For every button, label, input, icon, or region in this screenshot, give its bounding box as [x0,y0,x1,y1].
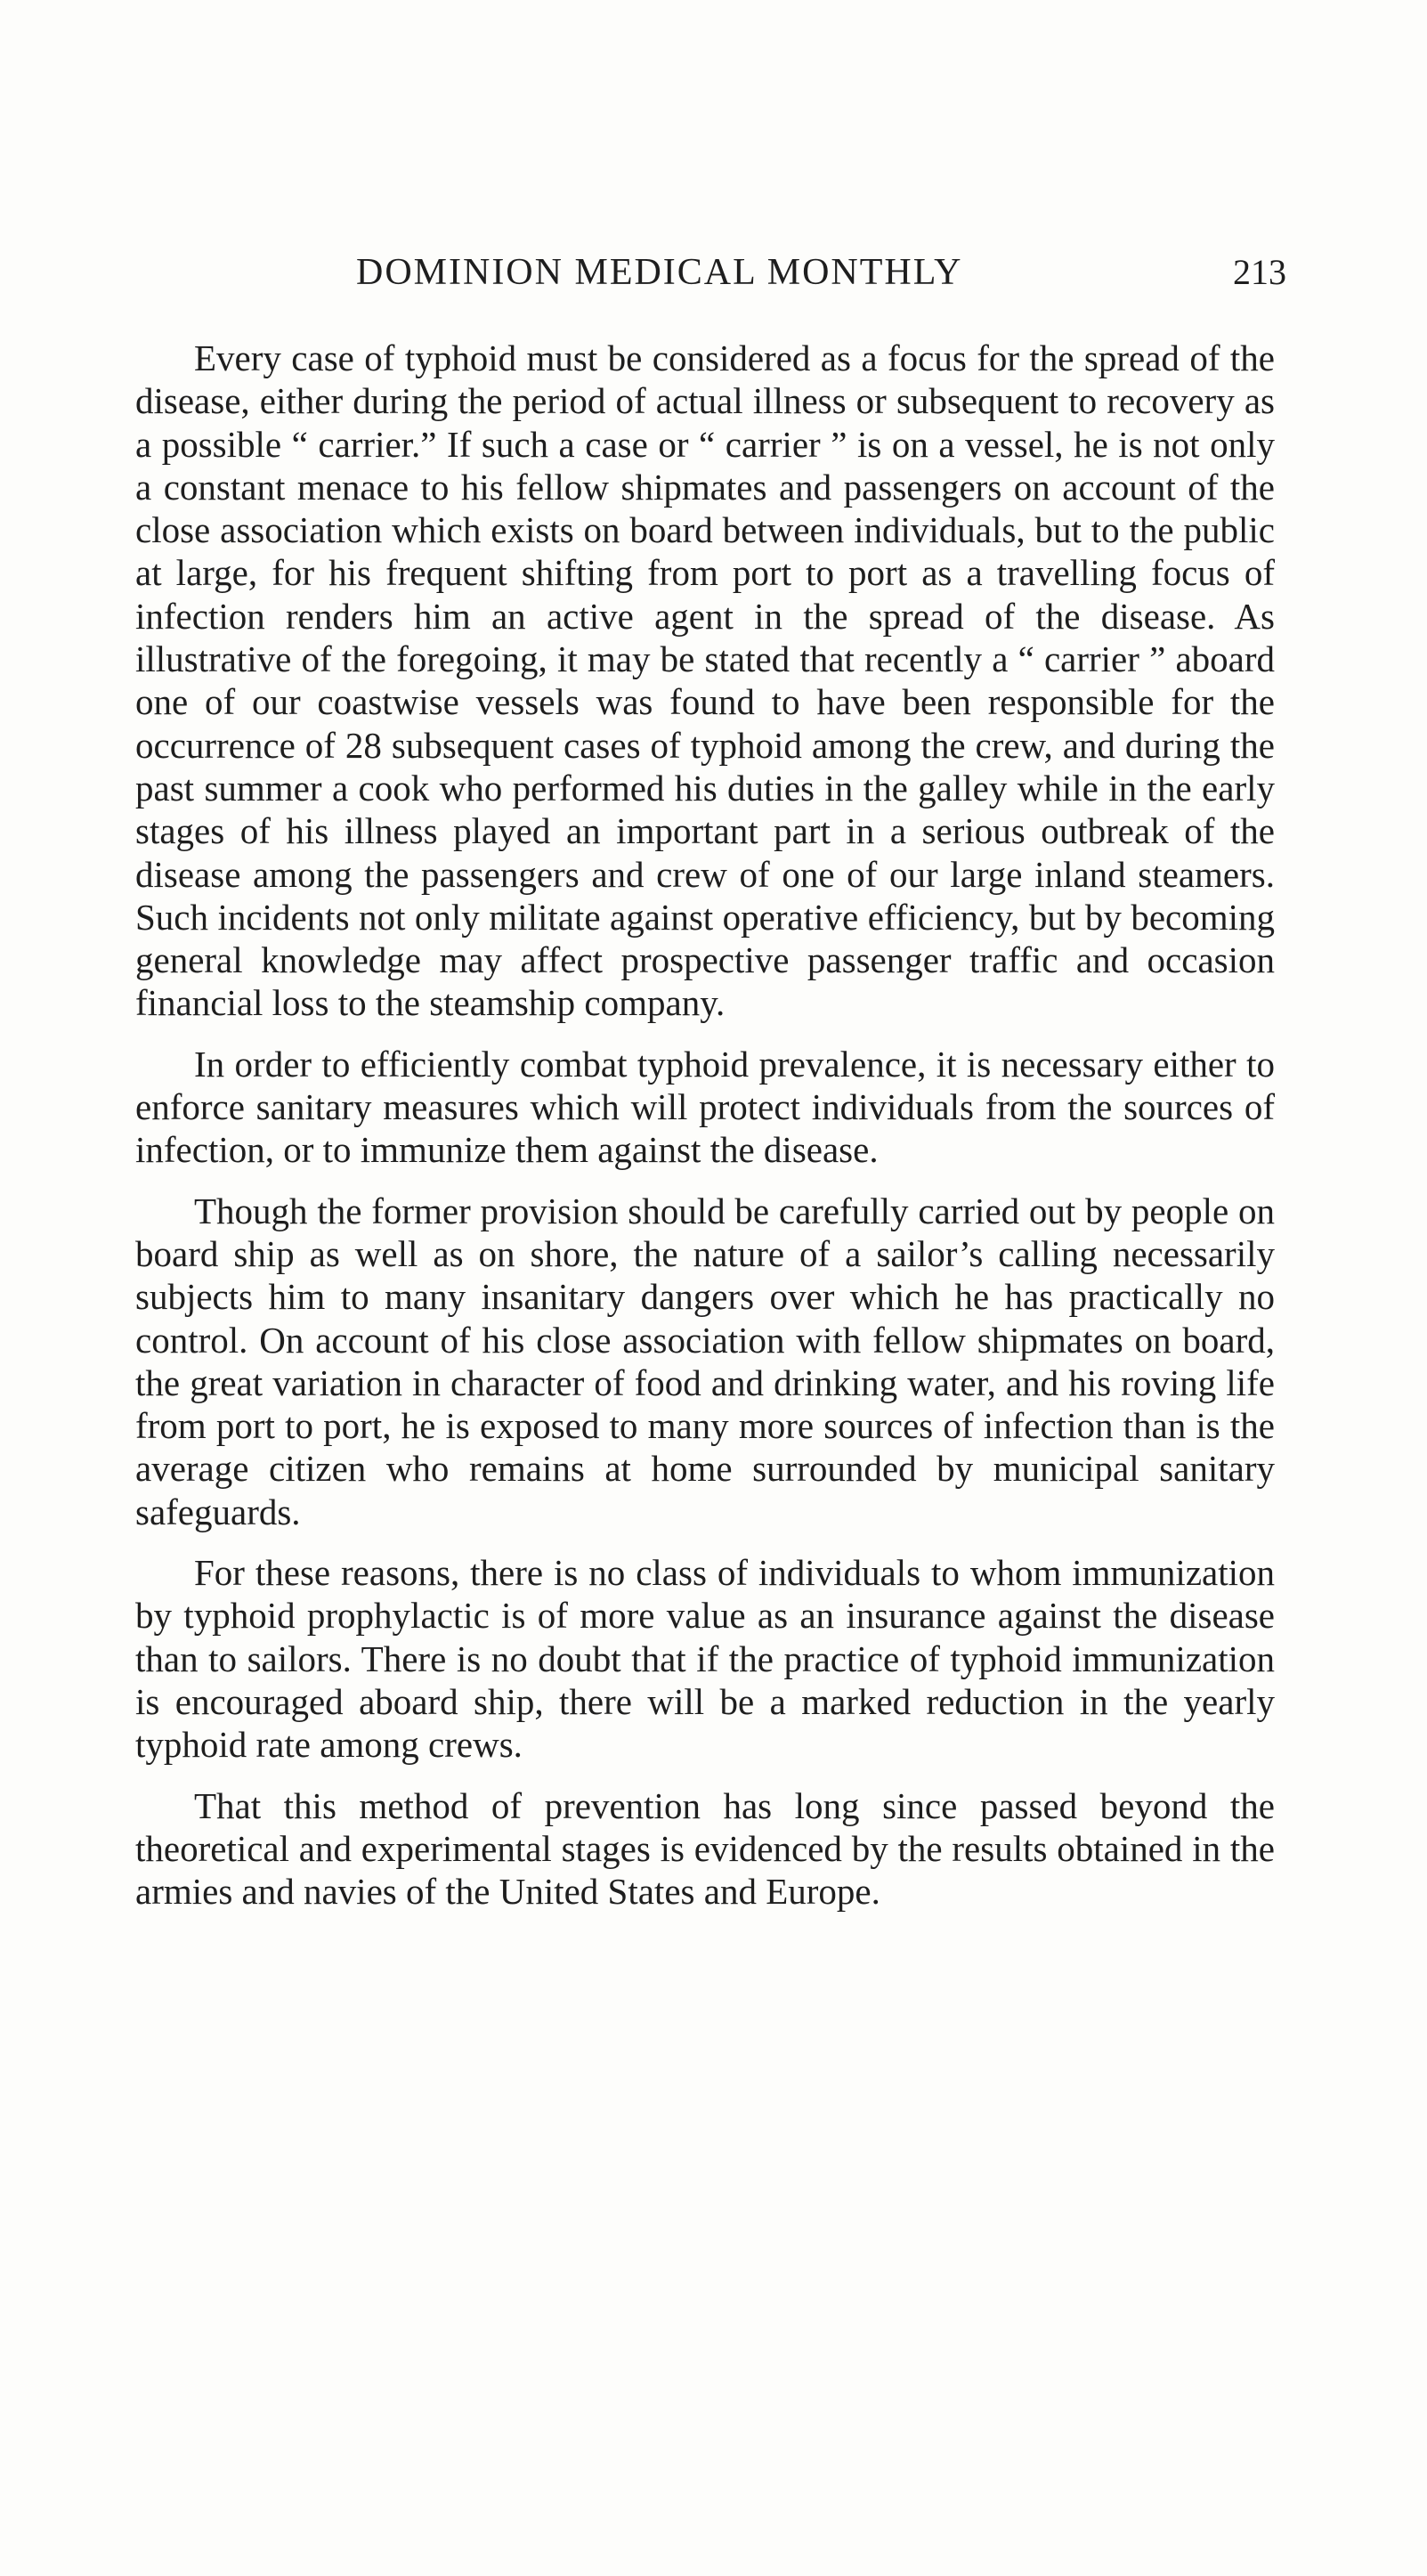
journal-title: DOMINION MEDICAL MONTHLY [356,252,963,293]
paragraph-typhoid-carriers: Every case of typhoid must be considered as a focus for the spread of the disease, either during the period of actual illness or subsequent to recovery as a possible “ carrier.” If such a case or “ carrier ” is on a vessel, he is not only a constant menace to his fellow shipmates and passengers on account of the close association which exists on board between individuals, but to the public at large, for his frequent shifting from port to port as a travelling focus of infection renders him an active agent in the spread of the disease. As illustrative of the foregoing, it may be stated that recently a “ carrier ” aboard one of our coastwise vessels was found to have been responsible for the occurrence of 28 subsequent cases of typhoid among the crew, and during the past summer a cook who performed his duties in the galley while in the early stages of his illness played an important part in a serious outbreak of the disease among the passengers and crew of one of our large inland steamers. Such incidents not only militate against operative efficiency, but by becoming general knowledge may affect prospective passenger traffic and occasion financial loss to the steamship company. [135,337,1275,1024]
paragraph-sailor-dangers: Though the former provision should be carefully carried out by people on board ship as well as on shore, the nature of a sailor’s calling necessarily subjects him to many insanitary dangers over which he has practically no control. On account of his close association with fellow shipmates on board, the great variation in character of food and drinking water, and his roving life from port to port, he is exposed to many more sources of infection than is the average citizen who remains at home surrounded by municipal sanitary safeguards. [135,1190,1275,1532]
page-number: 213 [1233,252,1286,292]
paragraph-immunization-value: For these reasons, there is no class of individuals to whom immunization by typhoid prophylactic is of more value as an insurance against the disease than to sailors. There is no doubt that if the practice of typhoid immunization is encouraged aboard ship, there will be a marked reduction in the yearly typhoid rate among crews. [135,1552,1275,1766]
article-body [135,337,1275,1930]
paragraph-combat-prevalence: In order to efficiently combat typhoid prevalence, it is necessary either to enforce sanitary measures which will protect individuals from the sources of infection, or to immunize them against the disease. [135,1043,1275,1171]
paragraph-prevention-results: That this method of prevention has long since passed beyond the theoretical and experimental stages is evidenced by the results obtained in the armies and navies of the United States and Europe. [135,1784,1275,1913]
running-head [142,251,1286,305]
